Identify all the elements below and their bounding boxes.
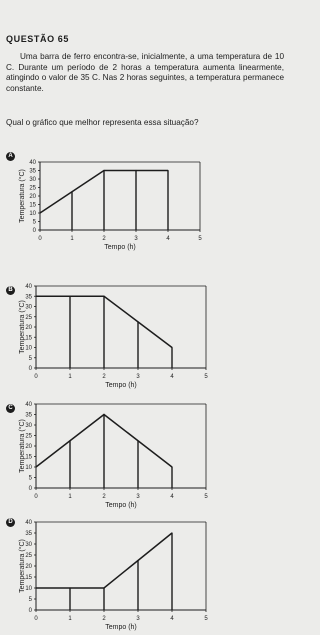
x-tick-label: 0 <box>34 616 38 622</box>
x-tick-label: 0 <box>34 374 38 380</box>
y-tick-label: 15 <box>25 335 32 342</box>
y-axis-label: Temperatura (°C) <box>19 300 26 354</box>
y-tick-label: 0 <box>28 486 32 493</box>
data-point <box>167 170 168 171</box>
y-tick-label: 5 <box>28 355 32 362</box>
option-c-chart <box>0 392 289 509</box>
question-paragraph: Uma barra de ferro encontra-se, inicialmente, a uma temperatura de 10 C. Durante um período de 2 horas a temperatura aumenta linearmente, atingindo o valor de 35 C. Nas 2 horas seguintes, a temperatura permanece constante. <box>6 52 284 93</box>
y-tick-label: 10 <box>29 211 36 218</box>
data-point <box>35 587 36 588</box>
x-tick-label: 0 <box>34 494 38 500</box>
x-tick-label: 3 <box>136 616 140 622</box>
data-point <box>69 296 70 297</box>
x-tick-label: 5 <box>204 616 208 622</box>
x-tick-label: 1 <box>68 616 72 622</box>
y-tick-label: 35 <box>25 294 32 301</box>
data-point <box>137 560 138 561</box>
x-tick-label: 5 <box>198 236 202 242</box>
y-tick-label: 35 <box>29 168 36 175</box>
x-tick-label: 5 <box>204 374 208 380</box>
option-d-chart <box>0 508 289 630</box>
x-tick-label: 3 <box>136 494 140 500</box>
y-tick-label: 30 <box>29 177 36 184</box>
y-axis-label: Temperatura (°C) <box>19 169 26 223</box>
x-axis-label: Tempo (h) <box>105 502 137 509</box>
option-letter-badge: D <box>6 518 15 527</box>
y-tick-label: 40 <box>25 520 32 527</box>
series-line <box>36 533 172 588</box>
x-tick-label: 1 <box>68 494 72 500</box>
y-tick-label: 25 <box>25 553 32 560</box>
y-tick-label: 30 <box>25 423 32 430</box>
option-letter-badge: B <box>6 286 15 295</box>
y-tick-label: 25 <box>25 314 32 321</box>
option-b[interactable] <box>0 274 289 389</box>
data-point <box>103 296 104 297</box>
question-prompt: Qual o gráfico que melhor representa essa situação? <box>6 118 199 127</box>
y-tick-label: 10 <box>25 586 32 593</box>
option-letter-badge: A <box>6 152 15 161</box>
x-tick-label: 4 <box>170 374 174 380</box>
y-tick-label: 5 <box>28 597 32 604</box>
y-tick-label: 20 <box>25 564 32 571</box>
y-tick-label: 15 <box>25 575 32 582</box>
data-point <box>103 414 104 415</box>
y-tick-label: 30 <box>25 542 32 549</box>
x-tick-label: 2 <box>102 374 106 380</box>
data-point <box>39 212 40 213</box>
y-tick-label: 5 <box>32 219 36 226</box>
data-point <box>135 170 136 171</box>
x-tick-label: 1 <box>68 374 72 380</box>
y-axis-label: Temperatura (°C) <box>19 539 26 593</box>
x-axis-label: Tempo (h) <box>105 624 137 631</box>
data-point <box>71 191 72 192</box>
x-tick-label: 4 <box>166 236 170 242</box>
x-tick-label: 2 <box>102 236 106 242</box>
option-b-chart <box>0 274 289 389</box>
data-point <box>69 587 70 588</box>
y-tick-label: 25 <box>25 433 32 440</box>
data-point <box>69 440 70 441</box>
y-tick-label: 10 <box>25 345 32 352</box>
x-tick-label: 3 <box>134 236 138 242</box>
x-tick-label: 1 <box>70 236 74 242</box>
x-axis-label: Tempo (h) <box>104 244 136 251</box>
x-tick-label: 3 <box>136 374 140 380</box>
x-axis-label: Tempo (h) <box>105 382 137 389</box>
x-tick-label: 5 <box>204 494 208 500</box>
y-tick-label: 40 <box>29 160 36 167</box>
data-point <box>171 466 172 467</box>
y-tick-label: 15 <box>29 202 36 209</box>
y-tick-label: 35 <box>25 412 32 419</box>
option-a[interactable] <box>0 146 289 261</box>
x-tick-label: 4 <box>170 616 174 622</box>
data-point <box>35 466 36 467</box>
y-tick-label: 20 <box>25 444 32 451</box>
y-tick-label: 0 <box>28 608 32 615</box>
y-tick-label: 30 <box>25 304 32 311</box>
data-point <box>103 170 104 171</box>
data-point <box>171 347 172 348</box>
y-tick-label: 25 <box>29 185 36 192</box>
option-c[interactable] <box>0 392 289 507</box>
y-tick-label: 0 <box>32 228 36 235</box>
x-tick-label: 0 <box>38 236 42 242</box>
data-point <box>103 587 104 588</box>
y-tick-label: 20 <box>25 325 32 332</box>
question-statement <box>6 52 284 97</box>
y-tick-label: 40 <box>25 402 32 409</box>
y-tick-label: 10 <box>25 465 32 472</box>
data-point <box>171 532 172 533</box>
data-point <box>35 296 36 297</box>
data-point <box>137 440 138 441</box>
option-a-chart <box>0 146 289 256</box>
x-tick-label: 4 <box>170 494 174 500</box>
x-tick-label: 2 <box>102 616 106 622</box>
y-tick-label: 35 <box>25 531 32 538</box>
option-letter-badge: C <box>6 404 15 413</box>
question-title: QUESTÃO 65 <box>6 34 70 44</box>
y-tick-label: 40 <box>25 284 32 291</box>
y-tick-label: 15 <box>25 454 32 461</box>
y-tick-label: 20 <box>29 194 36 201</box>
data-point <box>137 321 138 322</box>
x-tick-label: 2 <box>102 494 106 500</box>
y-tick-label: 0 <box>28 366 32 373</box>
y-axis-label: Temperatura (°C) <box>19 419 26 473</box>
option-d[interactable] <box>0 508 289 635</box>
y-tick-label: 5 <box>28 475 32 482</box>
